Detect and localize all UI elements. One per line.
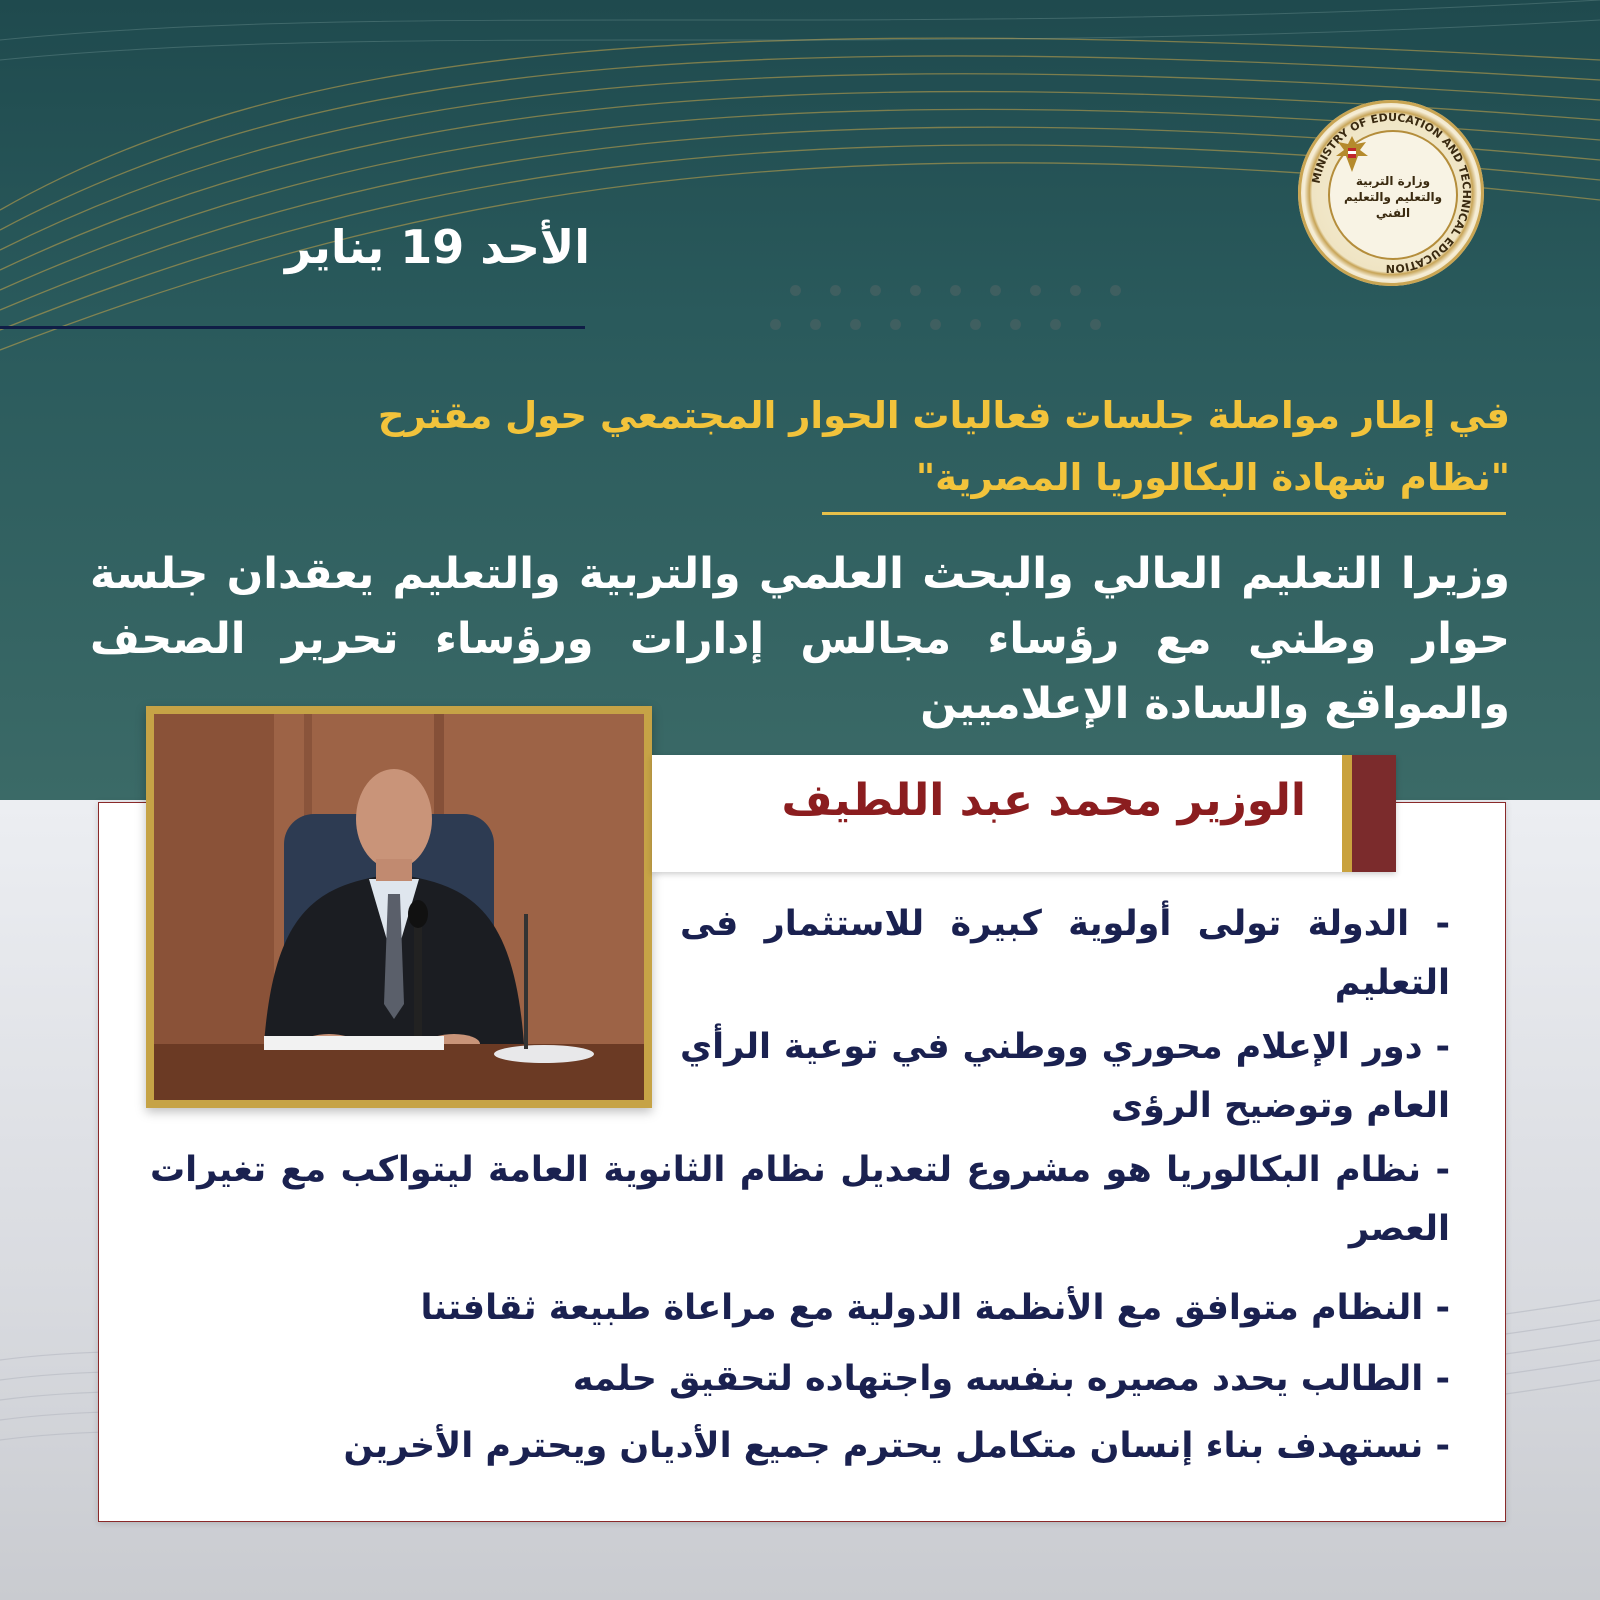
banner-maroon-stripe [1352,755,1396,872]
speaker-photo-illustration [154,714,644,1100]
banner-gold-stripe [1342,755,1352,872]
list-item: - الطالب يحدد مصيره بنفسه واجتهاده لتحقيق حلمه [572,1359,1450,1399]
intro-text [90,385,1510,509]
speaker-name: الوزير محمد عبد اللطيف [781,775,1306,826]
list-item: - نستهدف بناء إنسان متكامل يحترم جميع الأديان ويحترم الأخرين [343,1426,1450,1466]
intro-underline [822,512,1506,515]
list-item: - دور الإعلام محوري ووطني في توعية الرأي العام وتوضيح الرؤى [680,1027,1450,1126]
svg-text:MINISTRY OF EDUCATION AND TECH: MINISTRY OF EDUCATION AND TECHNICAL EDUCATION [1309,110,1474,276]
ministry-seal-logo [1298,100,1484,286]
list-item: - النظام متوافق مع الأنظمة الدولية مع مراعاة طبيعة ثقافتنا [420,1288,1450,1328]
intro-highlight: "نظام شهادة البكالوريا المصرية" [915,456,1510,499]
date-divider [0,326,585,329]
speaker-photo-frame [146,706,652,1108]
speaker-photo [154,714,644,1100]
seal-arabic-text: وزارة التربية والتعليم والتعليم الفني [1343,174,1443,220]
list-item: - الدولة تولى أولوية كبيرة للاستثمار فى التعليم [680,904,1450,1003]
date-label: الأحد 19 يناير [284,220,590,274]
list-item: - نظام البكالوريا هو مشروع لتعديل نظام الثانوية العامة ليتواكب مع تغيرات العصر [150,1150,1450,1249]
headline: وزيرا التعليم العالي والبحث العلمي والتربية والتعليم يعقدان جلسة حوار وطني مع رؤساء مجالس إدارات ورؤساء تحرير الصحف والمواقع والسادة الإعلاميين [90,549,1510,729]
intro-line: في إطار مواصلة جلسات فعاليات الحوار المجتمعي حول مقترح [377,394,1510,437]
eagle-emblem-icon [1330,132,1374,176]
speaker-name-banner [652,755,1396,872]
seal-center [1328,130,1458,260]
